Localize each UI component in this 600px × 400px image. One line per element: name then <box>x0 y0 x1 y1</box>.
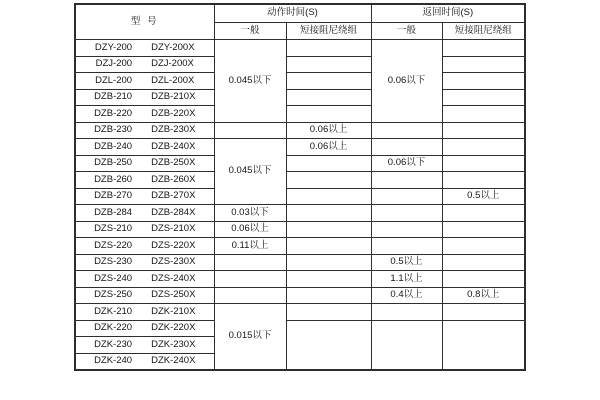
cell-return-damped-winding <box>442 304 525 321</box>
cell-action-damped-winding <box>286 304 371 321</box>
model-name: DZK-230X <box>151 338 196 350</box>
model-name: DZK-230 <box>94 338 133 350</box>
table-row <box>75 89 525 106</box>
model-name: DZB-270 <box>94 190 133 202</box>
table-row <box>75 172 525 189</box>
cell-model <box>75 188 214 205</box>
cell-action-damped-winding <box>286 106 371 123</box>
cell-model <box>75 320 214 337</box>
model-name: DZB-220 <box>94 107 133 119</box>
model-name-pair <box>76 208 214 218</box>
cell-action-general: 0.03以下 <box>214 205 286 222</box>
cell-action-damped-winding <box>286 40 371 57</box>
model-name: DZL-200X <box>151 74 195 86</box>
model-name: DZS-220 <box>94 239 133 251</box>
model-name-pair <box>76 109 214 119</box>
cell-action-general: 0.11以上 <box>214 238 286 255</box>
cell-action-damped-winding: 0.06以上 <box>286 122 371 139</box>
model-name: DZK-210 <box>94 305 133 317</box>
cell-action-damped-winding <box>286 287 371 304</box>
table-row <box>75 106 525 123</box>
cell-action-general: 0.015以下 <box>214 304 286 371</box>
model-name: DZB-260X <box>151 173 196 185</box>
cell-return-damped-winding <box>442 56 525 73</box>
cell-model <box>75 271 214 288</box>
cell-return-general <box>371 188 442 205</box>
model-name-pair <box>76 59 214 69</box>
cell-action-damped-winding <box>286 238 371 255</box>
cell-model <box>75 56 214 73</box>
model-name: DZJ-200 <box>95 58 133 70</box>
cell-action-general: 0.06以上 <box>214 221 286 238</box>
cell-return-damped-winding <box>442 238 525 255</box>
table-row <box>75 287 525 304</box>
model-name-pair <box>76 241 214 251</box>
cell-model <box>75 40 214 57</box>
cell-return-general: 0.06以下 <box>371 155 442 172</box>
table-row <box>75 238 525 255</box>
cell-return-general <box>371 238 442 255</box>
header-group-row <box>75 4 525 23</box>
model-name-pair <box>76 125 214 135</box>
cell-return-general <box>371 221 442 238</box>
cell-model <box>75 122 214 139</box>
model-name: DZB-230X <box>151 124 196 136</box>
table-row <box>75 320 525 337</box>
model-name: DZB-250 <box>94 157 133 169</box>
table-row <box>75 155 525 172</box>
table-row <box>75 139 525 156</box>
cell-action-damped-winding <box>286 271 371 288</box>
model-name: DZB-250X <box>151 157 196 169</box>
cell-model <box>75 337 214 354</box>
model-name: DZB-210 <box>94 91 133 103</box>
cell-return-general <box>371 304 442 321</box>
model-name-pair <box>76 290 214 300</box>
cell-model <box>75 221 214 238</box>
cell-model <box>75 172 214 189</box>
cell-return-damped-winding <box>442 122 525 139</box>
model-name-pair <box>76 257 214 267</box>
cell-return-general: 0.4以上 <box>371 287 442 304</box>
subheader-action-damped-winding: 短接阻尼绕组 <box>286 23 371 40</box>
cell-model <box>75 89 214 106</box>
subheader-action-general: 一般 <box>214 23 286 40</box>
column-header-model: 型 号 <box>75 4 214 40</box>
model-name-pair <box>76 307 214 317</box>
model-name: DZB-230 <box>94 124 133 136</box>
table-body <box>75 40 525 371</box>
model-name-pair <box>76 224 214 234</box>
model-name-pair <box>76 158 214 168</box>
model-name-pair <box>76 175 214 185</box>
model-name-pair <box>76 142 214 152</box>
cell-return-damped-winding: 0.5以上 <box>442 188 525 205</box>
model-name: DZB-260 <box>94 173 133 185</box>
cell-action-damped-winding <box>286 254 371 271</box>
table-row <box>75 40 525 57</box>
cell-return-general <box>371 122 442 139</box>
cell-return-damped-winding <box>442 320 525 370</box>
cell-action-general <box>214 287 286 304</box>
model-name: DZB-284 <box>94 206 133 218</box>
cell-return-damped-winding <box>442 271 525 288</box>
model-name: DZB-284X <box>151 206 196 218</box>
cell-return-general <box>371 139 442 156</box>
cell-return-damped-winding <box>442 254 525 271</box>
cell-action-damped-winding <box>286 205 371 222</box>
cell-model <box>75 304 214 321</box>
cell-action-damped-winding <box>286 155 371 172</box>
table-row <box>75 122 525 139</box>
model-name-pair <box>76 191 214 201</box>
model-name: DZK-220 <box>94 322 133 334</box>
cell-return-damped-winding: 0.8以上 <box>442 287 525 304</box>
cell-action-damped-winding <box>286 221 371 238</box>
model-name: DZB-270X <box>151 190 196 202</box>
cell-model <box>75 254 214 271</box>
cell-model <box>75 155 214 172</box>
cell-return-general: 0.5以上 <box>371 254 442 271</box>
cell-action-general <box>214 271 286 288</box>
cell-action-damped-winding: 0.06以上 <box>286 139 371 156</box>
column-header-action-time: 动作时间(S) <box>214 4 371 23</box>
cell-action-general: 0.045以下 <box>214 40 286 123</box>
cell-action-general <box>214 254 286 271</box>
model-name: DZB-240X <box>151 140 196 152</box>
model-name: DZK-240 <box>94 355 133 367</box>
cell-return-damped-winding <box>442 172 525 189</box>
cell-action-damped-winding <box>286 89 371 106</box>
cell-return-general: 0.06以下 <box>371 40 442 123</box>
cell-return-damped-winding <box>442 221 525 238</box>
cell-return-general <box>371 320 442 370</box>
model-name: DZS-230X <box>151 256 196 268</box>
cell-action-damped-winding <box>286 56 371 73</box>
cell-model <box>75 73 214 90</box>
model-name: DZB-210X <box>151 91 196 103</box>
model-name: DZS-250X <box>151 289 196 301</box>
table-row <box>75 73 525 90</box>
table-row <box>75 304 525 321</box>
cell-action-damped-winding <box>286 73 371 90</box>
model-name-pair <box>76 323 214 333</box>
table-row <box>75 188 525 205</box>
table-row <box>75 56 525 73</box>
model-name-pair <box>76 340 214 350</box>
table-row <box>75 271 525 288</box>
model-name: DZK-220X <box>151 322 196 334</box>
model-name: DZB-240 <box>94 140 133 152</box>
model-name: DZS-220X <box>151 239 196 251</box>
model-name: DZY-200X <box>151 41 195 53</box>
model-name: DZY-200 <box>94 41 133 53</box>
cell-return-damped-winding <box>442 73 525 90</box>
cell-return-damped-winding <box>442 139 525 156</box>
cell-action-general <box>214 122 286 139</box>
cell-action-damped-winding <box>286 172 371 189</box>
cell-action-general: 0.045以下 <box>214 139 286 205</box>
model-name-pair <box>76 43 214 53</box>
cell-return-damped-winding <box>442 89 525 106</box>
cell-model <box>75 205 214 222</box>
cell-model <box>75 106 214 123</box>
model-name-pair <box>76 356 214 366</box>
cell-return-damped-winding <box>442 205 525 222</box>
model-name: DZJ-200X <box>151 58 194 70</box>
cell-return-general: 1.1以上 <box>371 271 442 288</box>
model-name: DZL-200 <box>95 74 133 86</box>
table-row <box>75 205 525 222</box>
cell-return-damped-winding <box>442 40 525 57</box>
table-header <box>75 4 525 40</box>
model-name-pair <box>76 92 214 102</box>
model-name: DZS-250 <box>94 289 133 301</box>
subheader-return-general: 一般 <box>371 23 442 40</box>
column-header-return-time: 返回时间(S) <box>371 4 525 23</box>
model-name: DZK-210X <box>151 305 196 317</box>
cell-return-general <box>371 205 442 222</box>
cell-model <box>75 287 214 304</box>
cell-action-damped-winding <box>286 320 371 370</box>
table-row <box>75 221 525 238</box>
cell-return-damped-winding <box>442 106 525 123</box>
subheader-return-damped-winding: 短接阻尼绕组 <box>442 23 525 40</box>
model-name: DZS-210X <box>151 223 196 235</box>
cell-action-damped-winding <box>286 188 371 205</box>
cell-model <box>75 238 214 255</box>
relay-timing-spec-table <box>74 3 526 371</box>
cell-return-general <box>371 172 442 189</box>
cell-model <box>75 353 214 370</box>
model-name: DZK-240X <box>151 355 196 367</box>
model-name: DZS-240X <box>151 272 196 284</box>
model-name: DZS-210 <box>94 223 133 235</box>
model-name: DZS-230 <box>94 256 133 268</box>
model-name: DZS-240 <box>94 272 133 284</box>
table-row <box>75 254 525 271</box>
model-name: DZB-220X <box>151 107 196 119</box>
cell-model <box>75 139 214 156</box>
model-name-pair <box>76 274 214 284</box>
cell-return-damped-winding <box>442 155 525 172</box>
model-name-pair <box>76 76 214 86</box>
